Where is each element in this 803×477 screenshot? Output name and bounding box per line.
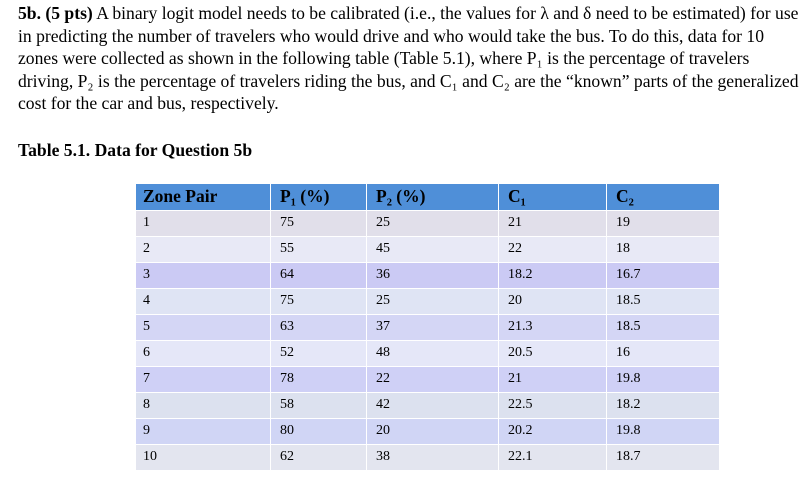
cell-p2: 25 <box>367 288 499 314</box>
table-caption: Table 5.1. Data for Question 5b <box>18 140 253 160</box>
table-row <box>136 392 719 418</box>
cell-p1: 58 <box>271 392 367 418</box>
cell-p1: 75 <box>271 210 367 236</box>
cell-zone: 8 <box>136 392 271 418</box>
cell-c1: 20.2 <box>499 418 607 444</box>
cell-c2: 18 <box>607 236 720 262</box>
data-table <box>136 184 719 471</box>
table-row <box>136 262 719 288</box>
cell-zone: 4 <box>136 288 271 314</box>
cell-c2: 16.7 <box>607 262 720 288</box>
cell-c1: 22.5 <box>499 392 607 418</box>
cell-p2: 37 <box>367 314 499 340</box>
cell-c1: 18.2 <box>499 262 607 288</box>
question-label: 5b. (5 pts) <box>18 3 93 23</box>
cell-zone: 9 <box>136 418 271 444</box>
header-zone-pair: Zone Pair <box>136 184 271 210</box>
header-c2: C₂ <box>607 184 720 210</box>
cell-p2: 22 <box>367 366 499 392</box>
cell-p2: 25 <box>367 210 499 236</box>
table-header-row <box>136 184 719 210</box>
cell-c2: 18.7 <box>607 444 720 470</box>
cell-c2: 19 <box>607 210 720 236</box>
cell-zone: 3 <box>136 262 271 288</box>
cell-p1: 78 <box>271 366 367 392</box>
cell-c2: 19.8 <box>607 418 720 444</box>
table-row <box>136 366 719 392</box>
cell-c1: 21 <box>499 366 607 392</box>
cell-c2: 16 <box>607 340 720 366</box>
cell-zone: 2 <box>136 236 271 262</box>
table-row <box>136 418 719 444</box>
cell-c1: 20 <box>499 288 607 314</box>
cell-zone: 6 <box>136 340 271 366</box>
cell-p1: 62 <box>271 444 367 470</box>
cell-zone: 5 <box>136 314 271 340</box>
cell-c1: 21 <box>499 210 607 236</box>
cell-zone: 7 <box>136 366 271 392</box>
cell-c1: 22 <box>499 236 607 262</box>
table-row <box>136 444 719 470</box>
cell-c2: 18.2 <box>607 392 720 418</box>
cell-c1: 22.1 <box>499 444 607 470</box>
cell-c1: 21.3 <box>499 314 607 340</box>
table-row <box>136 314 719 340</box>
cell-p1: 80 <box>271 418 367 444</box>
cell-p1: 52 <box>271 340 367 366</box>
cell-c2: 18.5 <box>607 288 720 314</box>
cell-p2: 20 <box>367 418 499 444</box>
cell-p2: 38 <box>367 444 499 470</box>
table-row <box>136 236 719 262</box>
question-text: A binary logit model needs to be calibrated (i.e., the values for λ and δ need to be estimated) for use in predicting the number of travelers who would drive and who would take the bus. To do this, data for 10 zones were collected as shown in the following table (Table 5.1), where P₁ is the percentage of travelers driving, P₂ is the percentage of travelers riding the bus, and C₁ and C₂ are the “known” parts of the generalized cost for the car and bus, respectively. <box>18 3 799 114</box>
cell-p2: 45 <box>367 236 499 262</box>
cell-zone: 10 <box>136 444 271 470</box>
cell-p1: 63 <box>271 314 367 340</box>
cell-zone: 1 <box>136 210 271 236</box>
header-p2: P₂ (%) <box>367 184 499 210</box>
cell-p2: 48 <box>367 340 499 366</box>
header-p1: P₁ (%) <box>271 184 367 210</box>
question-paragraph <box>18 2 802 115</box>
cell-c2: 18.5 <box>607 314 720 340</box>
header-c1: C₁ <box>499 184 607 210</box>
table-row <box>136 288 719 314</box>
cell-p1: 64 <box>271 262 367 288</box>
cell-c2: 19.8 <box>607 366 720 392</box>
cell-p2: 36 <box>367 262 499 288</box>
table-row <box>136 210 719 236</box>
cell-p2: 42 <box>367 392 499 418</box>
cell-c1: 20.5 <box>499 340 607 366</box>
cell-p1: 75 <box>271 288 367 314</box>
table-row <box>136 340 719 366</box>
cell-p1: 55 <box>271 236 367 262</box>
